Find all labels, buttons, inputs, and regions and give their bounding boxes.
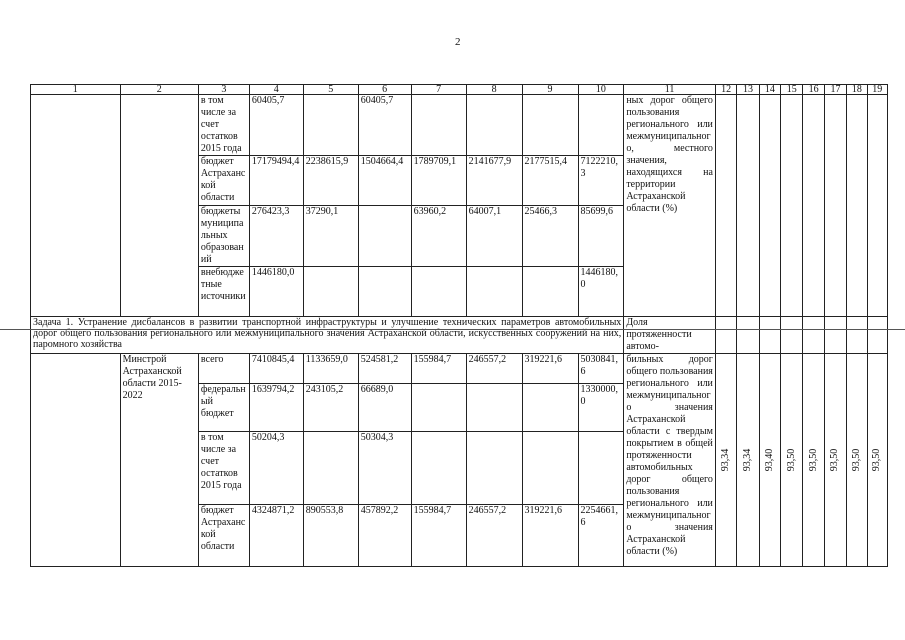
- cell-empty: [31, 354, 121, 567]
- value-cell: 2254661,6: [578, 505, 624, 567]
- value-cell: 2238615,9: [303, 156, 358, 206]
- value-cell: 4324871,2: [249, 505, 303, 567]
- value-cell: 319221,6: [522, 354, 578, 384]
- cell-empty: [715, 317, 736, 354]
- value-cell: [466, 267, 522, 317]
- target-value: 93,34: [715, 354, 736, 567]
- col-header: 5: [303, 85, 358, 95]
- value-cell: 5030841,6: [578, 354, 624, 384]
- funding-source: бюджет Астраханской области: [198, 505, 249, 567]
- value-cell: [578, 95, 624, 156]
- value-cell: 17179494,4: [249, 156, 303, 206]
- value-cell: [466, 95, 522, 156]
- value-cell: 276423,3: [249, 206, 303, 267]
- value-cell: 155984,7: [411, 505, 466, 567]
- value-cell: [358, 267, 411, 317]
- value-cell: 246557,2: [466, 354, 522, 384]
- col-header: 13: [737, 85, 759, 95]
- value-cell: 25466,3: [522, 206, 578, 267]
- value-cell: [303, 432, 358, 505]
- funding-source: бюджет Астраханской области: [198, 156, 249, 206]
- value-cell: 64007,1: [466, 206, 522, 267]
- value-cell: 524581,2: [358, 354, 411, 384]
- value-cell: 319221,6: [522, 505, 578, 567]
- cell-empty: [803, 317, 824, 354]
- header-row: [31, 85, 888, 95]
- value-cell: 890553,8: [303, 505, 358, 567]
- cell-empty: [847, 317, 867, 354]
- value-cell: 50204,3: [249, 432, 303, 505]
- value-cell: 2141677,9: [466, 156, 522, 206]
- task-heading: Задача 1. Устранение дисбалансов в развитии транспортной инфраструктуры и улучшение технических параметров автомобильных дорог общего пользования регионального или межмуниципального значения Астраханской области, искусственных сооружений на них, паромного хозяйства: [31, 317, 624, 354]
- col-header: 14: [759, 85, 780, 95]
- value-cell: 1133659,0: [303, 354, 358, 384]
- col-header: 9: [522, 85, 578, 95]
- col-header: 15: [781, 85, 803, 95]
- value-cell: 66689,0: [358, 384, 411, 432]
- col-header: 19: [867, 85, 888, 95]
- col-header: 8: [466, 85, 522, 95]
- scan-line: [0, 329, 905, 330]
- funding-source: в том числе за счет остатков 2015 года: [198, 432, 249, 505]
- value-cell: [522, 432, 578, 505]
- value-cell: [411, 432, 466, 505]
- indicator-text: бильных дорог общего пользования регионального или межмуниципального значения Астраханской области с твердым покрытием в общей протяженности автомобильных дорог общего пользования регионального или межмуниципального значения Астраханской области (%): [624, 354, 716, 567]
- budget-table: [30, 84, 888, 567]
- target-value: 93,50: [781, 354, 803, 567]
- value-cell: [466, 432, 522, 505]
- value-cell: 85699,6: [578, 206, 624, 267]
- col-header: 17: [824, 85, 846, 95]
- col-header: 4: [249, 85, 303, 95]
- value-cell: 1330000,0: [578, 384, 624, 432]
- indicator-heading: Доля протяженности автомо-: [624, 317, 716, 354]
- value-cell: 63960,2: [411, 206, 466, 267]
- value-cell: 60405,7: [358, 95, 411, 156]
- cell-empty: [867, 95, 888, 317]
- cell-empty: [781, 317, 803, 354]
- value-cell: [466, 384, 522, 432]
- value-cell: 50304,3: [358, 432, 411, 505]
- col-header: 7: [411, 85, 466, 95]
- value-cell: [303, 95, 358, 156]
- cell-empty: [803, 95, 824, 317]
- value-cell: 246557,2: [466, 505, 522, 567]
- funding-source: федеральный бюджет: [198, 384, 249, 432]
- cell-empty: [737, 95, 759, 317]
- cell-empty: [824, 317, 846, 354]
- table-row: [31, 95, 888, 156]
- col-header: 1: [31, 85, 121, 95]
- table-row: [31, 354, 888, 384]
- value-cell: [358, 206, 411, 267]
- target-value: 93,50: [803, 354, 824, 567]
- value-cell: [578, 432, 624, 505]
- col-header: 11: [624, 85, 716, 95]
- value-cell: 7122210,3: [578, 156, 624, 206]
- value-cell: 1789709,1: [411, 156, 466, 206]
- executor: Минстрой Астраханской области 2015-2022: [120, 354, 198, 567]
- funding-source: бюджеты муниципальных образований: [198, 206, 249, 267]
- value-cell: 243105,2: [303, 384, 358, 432]
- target-value: 93,40: [759, 354, 780, 567]
- target-value: 93,50: [867, 354, 888, 567]
- task-row: [31, 317, 888, 354]
- cell-empty: [715, 95, 736, 317]
- value-cell: 1446180,0: [249, 267, 303, 317]
- cell-empty: [120, 95, 198, 317]
- value-cell: 155984,7: [411, 354, 466, 384]
- funding-source: в том числе за счет остатков 2015 года: [198, 95, 249, 156]
- cell-empty: [847, 95, 867, 317]
- cell-empty: [31, 95, 121, 317]
- funding-source: внебюджетные источники: [198, 267, 249, 317]
- col-header: 12: [715, 85, 736, 95]
- value-cell: 60405,7: [249, 95, 303, 156]
- value-cell: 1446180,0: [578, 267, 624, 317]
- col-header: 3: [198, 85, 249, 95]
- target-value: 93,50: [824, 354, 846, 567]
- col-header: 10: [578, 85, 624, 95]
- indicator-text: ных дорог общего пользования регионального или межмуниципального, местного значения, находящихся на территории Астраханской области (%): [624, 95, 716, 317]
- cell-empty: [759, 317, 780, 354]
- value-cell: [411, 384, 466, 432]
- cell-empty: [781, 95, 803, 317]
- funding-source: всего: [198, 354, 249, 384]
- cell-empty: [867, 317, 888, 354]
- value-cell: [522, 384, 578, 432]
- value-cell: 1504664,4: [358, 156, 411, 206]
- value-cell: [522, 95, 578, 156]
- page-number: 2: [455, 36, 461, 48]
- value-cell: 2177515,4: [522, 156, 578, 206]
- value-cell: [522, 267, 578, 317]
- value-cell: 1639794,2: [249, 384, 303, 432]
- cell-empty: [737, 317, 759, 354]
- cell-empty: [824, 95, 846, 317]
- target-value: 93,34: [737, 354, 759, 567]
- col-header: 2: [120, 85, 198, 95]
- col-header: 6: [358, 85, 411, 95]
- col-header: 16: [803, 85, 824, 95]
- col-header: 18: [847, 85, 867, 95]
- value-cell: 457892,2: [358, 505, 411, 567]
- value-cell: [411, 267, 466, 317]
- value-cell: [303, 267, 358, 317]
- cell-empty: [759, 95, 780, 317]
- value-cell: [411, 95, 466, 156]
- value-cell: 7410845,4: [249, 354, 303, 384]
- target-value: 93,50: [847, 354, 867, 567]
- value-cell: 37290,1: [303, 206, 358, 267]
